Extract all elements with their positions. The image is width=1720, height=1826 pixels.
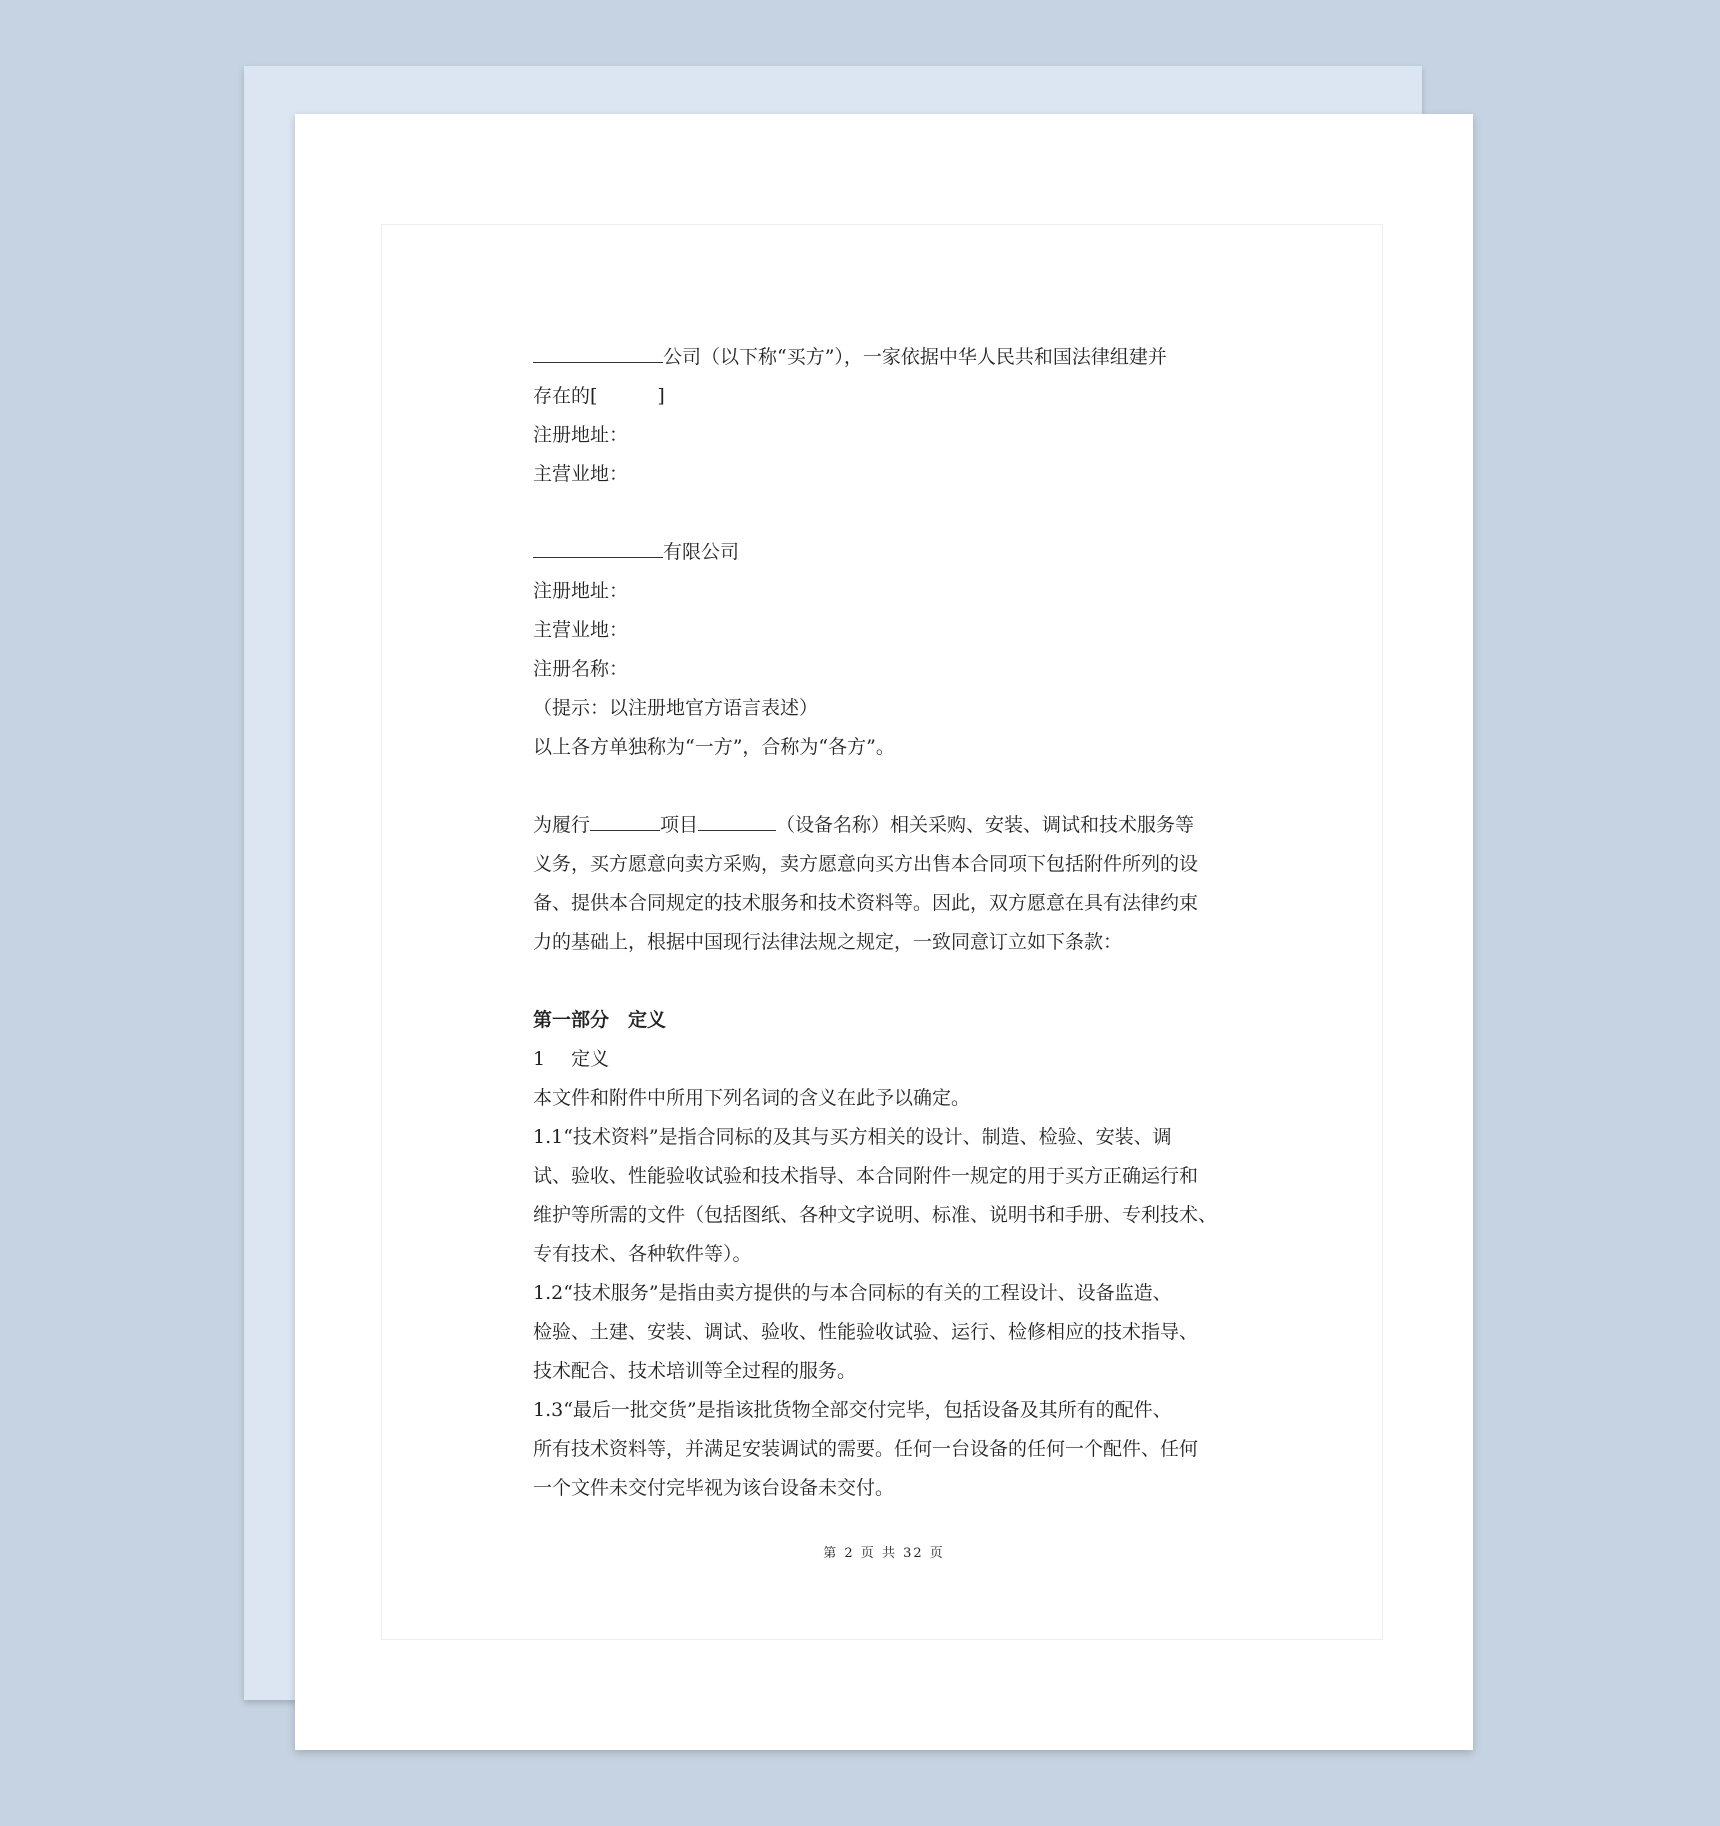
definition-1-3-line: 1.3“最后一批交货”是指该批货物全部交付完毕，包括设备及其所有的配件、 bbox=[533, 1399, 1172, 1421]
footer-ye: 页 bbox=[860, 1546, 876, 1561]
recital-seg-3: （设备名称）相关采购、安装、调试和技术服务等 bbox=[776, 814, 1195, 836]
recital-seg-2: 项目 bbox=[660, 814, 699, 836]
section-title: 第一部分 定义 bbox=[533, 1009, 667, 1031]
fill-blank bbox=[698, 806, 776, 831]
recital-seg-1: 为履行 bbox=[533, 814, 591, 836]
page-content bbox=[533, 338, 1253, 1508]
party-a-reg-address: 注册地址： bbox=[533, 424, 629, 446]
party-b-hint: （提示：以注册地官方语言表述） bbox=[533, 697, 819, 719]
spacer bbox=[533, 767, 1253, 806]
document-page bbox=[295, 114, 1473, 1750]
definition-1-3-line: 一个文件未交付完毕视为该台设备未交付。 bbox=[533, 1477, 895, 1499]
party-a-line-1 bbox=[533, 338, 1253, 377]
footer-ye-2: 页 bbox=[929, 1546, 945, 1561]
section-intro: 本文件和附件中所用下列名词的含义在此予以确定。 bbox=[533, 1087, 971, 1109]
party-b-main-place: 主营业地： bbox=[533, 619, 629, 641]
definition-1-1-line: 1.1“技术资料”是指合同标的及其与买方相关的设计、制造、检验、安装、调 bbox=[533, 1126, 1172, 1148]
definition-1-3-line: 所有技术资料等，并满足安装调试的需要。任何一台设备的任何一个配件、任何 bbox=[533, 1438, 1199, 1460]
page-footer bbox=[295, 1542, 1473, 1561]
bracket-close: ] bbox=[657, 385, 665, 407]
party-b-reg-name: 注册名称： bbox=[533, 658, 629, 680]
fill-blank bbox=[590, 806, 660, 831]
party-a-main-place: 主营业地： bbox=[533, 463, 629, 485]
clause-number: 1 bbox=[533, 1048, 546, 1070]
definition-1-2-line: 检验、土建、安装、调试、验收、性能验收试验、运行、检修相应的技术指导、 bbox=[533, 1321, 1199, 1343]
definition-1-1-line: 维护等所需的文件（包括图纸、各种文字说明、标准、说明书和手册、专利技术、 bbox=[533, 1204, 1218, 1226]
recital-line-4: 力的基础上，根据中国现行法律法规之规定，一致同意订立如下条款： bbox=[533, 931, 1123, 953]
party-a-existence: 存在的[ bbox=[533, 385, 598, 407]
total-page-count: 32 bbox=[903, 1546, 924, 1561]
party-a-intro: 公司（以下称“买方”），一家依据中华人民共和国法律组建并 bbox=[663, 346, 1167, 368]
definition-1-1-line: 专有技术、各种软件等）。 bbox=[533, 1243, 752, 1265]
fill-blank bbox=[533, 533, 663, 558]
definition-1-1-line: 试、验收、性能验收试验和技术指导、本合同附件一规定的用于买方正确运行和 bbox=[533, 1165, 1199, 1187]
recital-line-1 bbox=[533, 806, 1253, 845]
recital-line-3: 备、提供本合同规定的技术服务和技术资料等。因此，双方愿意在具有法律约束 bbox=[533, 892, 1199, 914]
fill-blank bbox=[533, 338, 663, 363]
definition-1-2-line: 1.2“技术服务”是指由卖方提供的与本合同标的有关的工程设计、设备监造、 bbox=[533, 1282, 1172, 1304]
spacer bbox=[533, 494, 1253, 533]
clause-heading bbox=[533, 1040, 1253, 1079]
current-page-number: 2 bbox=[844, 1546, 855, 1561]
clause-title: 定义 bbox=[571, 1048, 610, 1070]
party-b-company-suffix: 有限公司 bbox=[663, 541, 740, 563]
parties-collective: 以上各方单独称为“一方”，合称为“各方”。 bbox=[533, 736, 895, 758]
footer-di: 第 bbox=[823, 1546, 839, 1561]
spacer bbox=[533, 962, 1253, 1001]
party-a-line-2 bbox=[533, 377, 1253, 416]
recital-line-2: 义务，买方愿意向卖方采购，卖方愿意向买方出售本合同项下包括附件所列的设 bbox=[533, 853, 1199, 875]
definition-1-2-line: 技术配合、技术培训等全过程的服务。 bbox=[533, 1360, 857, 1382]
footer-gong: 共 bbox=[881, 1546, 897, 1561]
party-b-reg-address: 注册地址： bbox=[533, 580, 629, 602]
party-b-company bbox=[533, 533, 1253, 572]
